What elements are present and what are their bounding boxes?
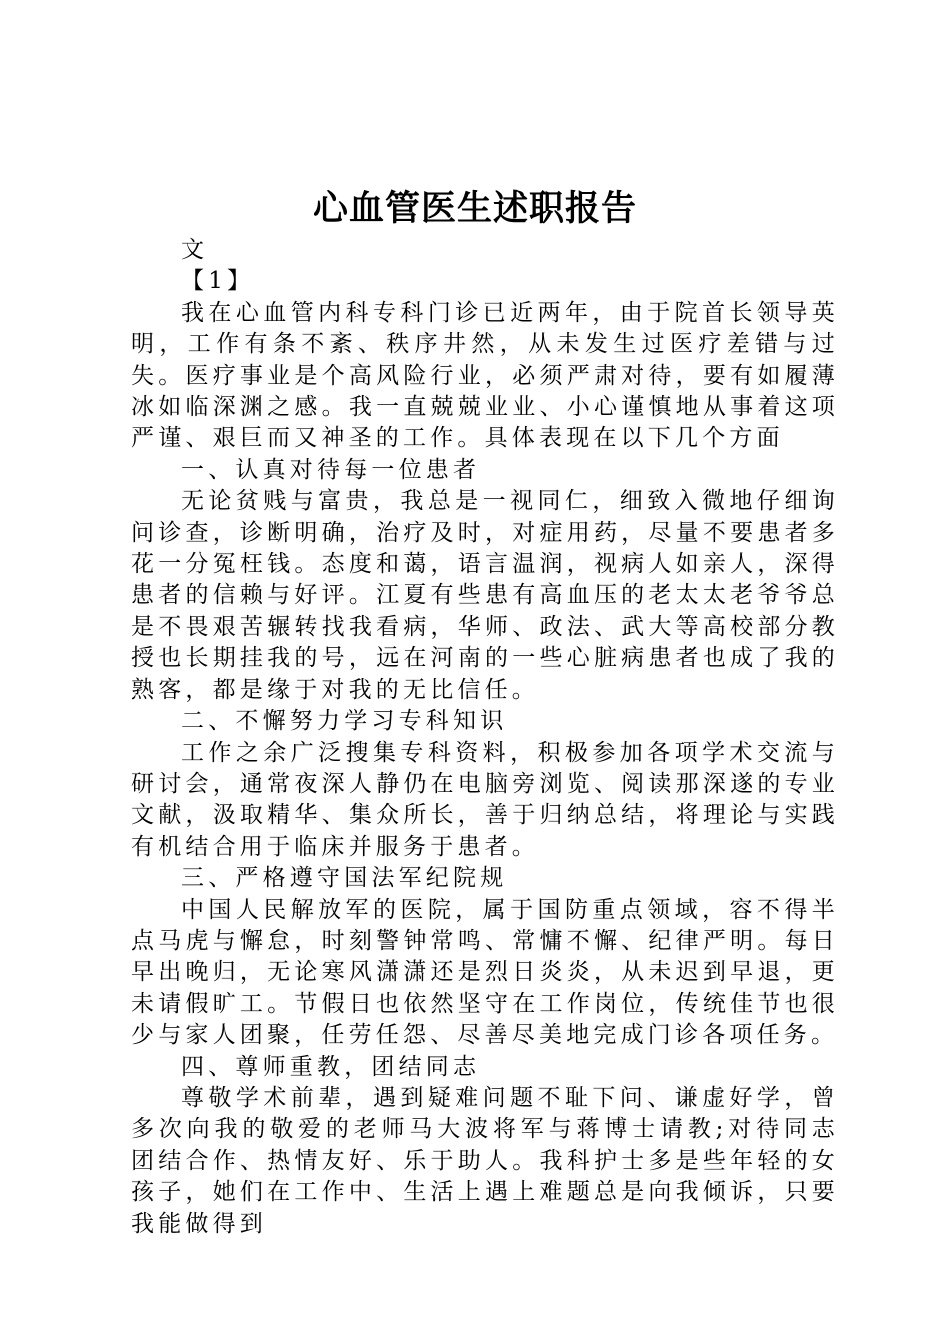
- paragraph-2: 工作之余广泛搜集专科资料，积极参加各项学术交流与研讨会，通常夜深人静仍在电脑旁浏览、阅读那深遂的专业文献，汲取精华、集众所长，善于归纳总结，将理论与实践有机结合用于临床并服务于患者。: [131, 739, 839, 860]
- author-line: 文: [181, 237, 209, 263]
- document-body: [131, 235, 839, 1240]
- section-heading-2: 二、不懈努力学习专科知识: [181, 708, 508, 735]
- document-title: 心血管医生述职报告: [312, 188, 637, 229]
- paragraph-4: 尊敬学术前辈，遇到疑难问题不耻下问、谦虚好学，曾多次向我的敬爱的老师马大波将军与蒋博士请教;对待同志团结合作、热情友好、乐于助人。我科护士多是些年轻的女孩子，她们在工作中、生活上遇上难题总是向我倾诉，只要我能做得到: [131, 1084, 839, 1237]
- section-heading-3: 三、严格遵守国法军纪院规: [181, 865, 508, 892]
- paragraph-intro: 我在心血管内科专科门诊已近两年，由于院首长领导英明，工作有条不紊、秩序井然，从未发生过医疗差错与过失。医疗事业是个高风险行业，必须严肃对待，要有如履薄冰如临深渊之感。我一直兢兢业业、小心谨慎地从事着这项严谨、艰巨而又神圣的工作。具体表现在以下几个方面: [131, 299, 839, 452]
- section-marker: 【1】: [181, 268, 255, 295]
- paragraph-1: 无论贫贱与富贵，我总是一视同仁，细致入微地仔细询问诊查，诊断明确，治疗及时，对症用药，尽量不要患者多花一分冤枉钱。态度和蔼，语言温润，视病人如亲人，深得患者的信赖与好评。江夏有些患有高血压的老太太老爷爷总是不畏艰苦辗转找我看病，华师、政法、武大等高校部分教授也长期挂我的号，远在河南的一些心脏病患者也成了我的熟客，都是缘于对我的无比信任。: [131, 488, 839, 703]
- section-heading-1: 一、认真对待每一位患者: [181, 456, 481, 483]
- section-heading-4: 四、尊师重教，团结同志: [181, 1053, 481, 1080]
- paragraph-3: 中国人民解放军的医院，属于国防重点领域，容不得半点马虎与懈怠，时刻警钟常鸣、常慵不懈、纪律严明。每日早出晚归，无论寒风潇潇还是烈日炎炎，从未迟到早退，更未请假旷工。节假日也依然坚守在工作岗位，传统佳节也很少与家人团聚，任劳任怨、尽善尽美地完成门诊各项任务。: [131, 896, 839, 1049]
